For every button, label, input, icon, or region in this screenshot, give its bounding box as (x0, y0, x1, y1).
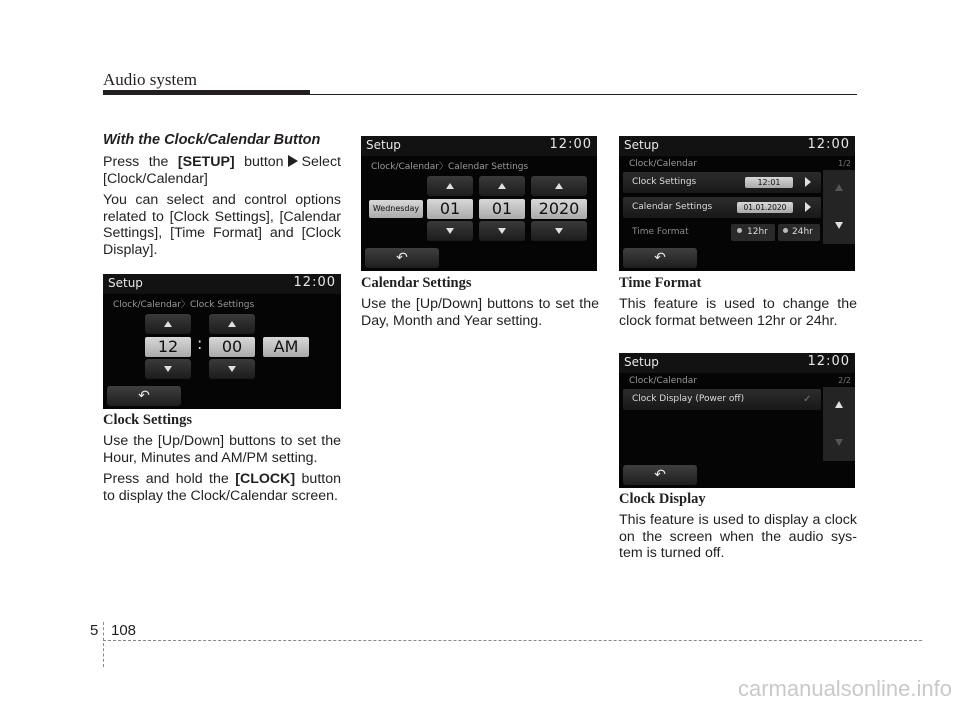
column-3-lower (619, 491, 857, 567)
caption-clock-display: Clock Display (619, 491, 706, 507)
paragraph-calendar-settings: Use the [Up/Down] buttons to set the Day, Month and Year setting. (361, 296, 599, 329)
column-1-lower (103, 412, 341, 509)
scroll-down-icon[interactable] (835, 439, 843, 446)
paragraph-press-clock: Press and hold the [CLOCK] button to display the Clock/Calendar screen. (103, 471, 341, 504)
clock-settings-screen (103, 274, 341, 409)
row-value: 12:01 (745, 177, 793, 188)
hour-value: 12 (145, 337, 191, 357)
header-rule (103, 94, 857, 95)
caption-clock-settings: Clock Settings (103, 412, 193, 428)
radio-icon (783, 228, 788, 233)
back-button[interactable]: ↶ (623, 248, 697, 268)
down-arrow-icon (498, 228, 506, 234)
month-value: 01 (479, 199, 525, 219)
caption-time-format: Time Format (619, 275, 702, 291)
hour-up-button[interactable] (145, 314, 191, 334)
paragraph-time-format: This feature is used to change the clock format between 12hr or 24hr. (619, 296, 857, 329)
ampm-value[interactable]: AM (263, 337, 309, 357)
month-up-button[interactable] (479, 176, 525, 196)
down-arrow-icon (164, 366, 172, 372)
page-header-title: Audio system (103, 70, 197, 89)
paragraph-options: You can select and control options related to [Clock Settings], [Calendar Settings], [Time Format] and [Clock Display]. (103, 192, 341, 258)
row-value: 01.01.2020 (737, 202, 793, 213)
screen-title: Setup (108, 276, 143, 290)
column-2 (361, 275, 599, 334)
screen-title: Setup (366, 138, 401, 152)
up-arrow-icon (164, 321, 172, 327)
month-down-button[interactable] (479, 221, 525, 241)
minute-down-button[interactable] (209, 359, 255, 379)
column-1 (103, 132, 341, 263)
day-up-button[interactable] (427, 176, 473, 196)
paragraph-clock-display: This feature is used to display a clock on the screen when the audio sys-tem is turned off. (619, 512, 857, 561)
screen-time: 12:00 (293, 275, 336, 290)
scroll-up-icon[interactable] (835, 401, 843, 408)
day-value: 01 (427, 199, 473, 219)
calendar-settings-screen (361, 136, 597, 271)
radio-icon (737, 228, 742, 233)
checkmark-icon: ✓ (803, 394, 812, 405)
breadcrumb: Clock/Calendar (629, 159, 697, 169)
page-number: 108 (111, 622, 137, 639)
time-colon: : (197, 334, 203, 353)
paragraph-press-setup: Press the [SETUP] button Select [Clock/Calendar] (103, 154, 341, 187)
down-arrow-icon (228, 366, 236, 372)
screen-time: 12:00 (807, 137, 850, 152)
back-button[interactable]: ↶ (365, 248, 439, 268)
breadcrumb: Clock/Calendar (629, 376, 697, 386)
row-clock-settings[interactable] (623, 172, 821, 193)
row-label: Time Format (632, 227, 689, 237)
year-down-button[interactable] (531, 221, 587, 241)
chevron-right-icon (805, 202, 811, 212)
screen-time: 12:00 (807, 354, 850, 369)
year-up-button[interactable] (531, 176, 587, 196)
breadcrumb: Clock/Calendar〉Clock Settings (113, 300, 255, 310)
option-24hr[interactable]: 24hr (778, 224, 820, 241)
chevron-right-icon (805, 177, 811, 187)
back-button[interactable]: ↶ (623, 465, 697, 485)
row-label: Calendar Settings (632, 202, 713, 212)
chapter-number: 5 (90, 622, 99, 639)
paragraph-clock-settings: Use the [Up/Down] buttons to set the Hour, Minutes and AM/PM setting. (103, 433, 341, 466)
section-heading: With the Clock/Calendar Button (103, 132, 321, 148)
screen-time: 12:00 (549, 137, 592, 152)
minute-up-button[interactable] (209, 314, 255, 334)
footer-rule (103, 640, 922, 641)
weekday-value: Wednesday (369, 200, 423, 218)
up-arrow-icon (446, 183, 454, 189)
scroll-panel (823, 170, 855, 244)
screen-title: Setup (624, 138, 659, 152)
row-time-format (623, 222, 821, 243)
scroll-up-icon[interactable] (835, 184, 843, 191)
down-arrow-icon (555, 228, 563, 234)
year-value: 2020 (531, 199, 587, 219)
clock-display-screen (619, 353, 855, 488)
option-12hr[interactable]: 12hr (731, 224, 775, 241)
caption-calendar-settings: Calendar Settings (361, 275, 472, 291)
scroll-down-icon[interactable] (835, 222, 843, 229)
scroll-panel (823, 387, 855, 461)
row-clock-display[interactable] (623, 389, 821, 410)
page-indicator: 1/2 (838, 159, 851, 168)
footer-divider (103, 622, 104, 667)
page-indicator: 2/2 (838, 376, 851, 385)
back-button[interactable]: ↶ (107, 386, 181, 406)
arrow-right-icon (288, 155, 298, 167)
minute-value: 00 (209, 337, 255, 357)
up-arrow-icon (555, 183, 563, 189)
time-format-screen (619, 136, 855, 271)
breadcrumb: Clock/Calendar〉Calendar Settings (371, 162, 529, 172)
column-3 (619, 275, 857, 334)
row-calendar-settings[interactable] (623, 197, 821, 218)
screen-title: Setup (624, 355, 659, 369)
row-label: Clock Display (Power off) (632, 394, 745, 404)
row-label: Clock Settings (632, 177, 697, 187)
down-arrow-icon (446, 228, 454, 234)
up-arrow-icon (228, 321, 236, 327)
hour-down-button[interactable] (145, 359, 191, 379)
up-arrow-icon (498, 183, 506, 189)
watermark: carmanualsonline.info (737, 676, 952, 701)
day-down-button[interactable] (427, 221, 473, 241)
